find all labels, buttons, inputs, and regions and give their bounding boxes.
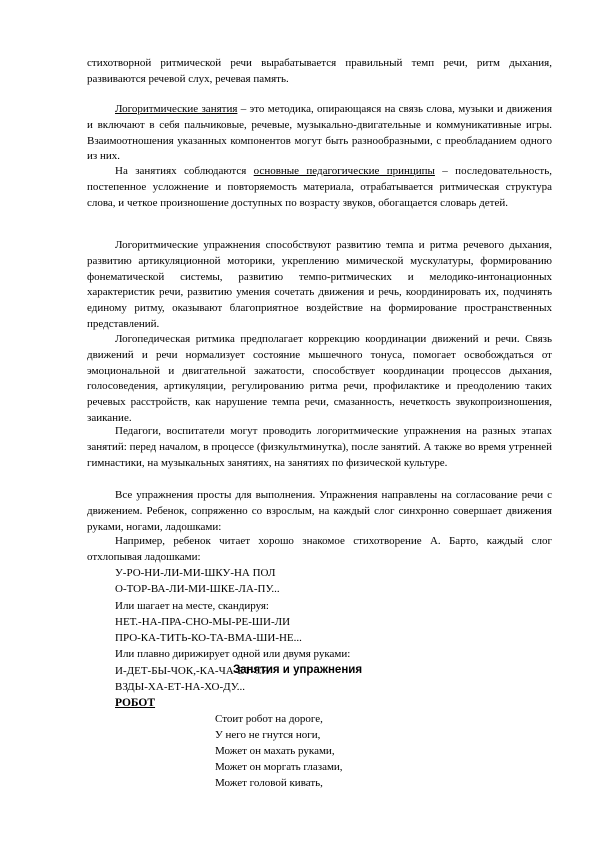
- poem-line: Может головой кивать,: [215, 777, 323, 789]
- poem-lines: [215, 711, 343, 791]
- paragraph-teachers: [87, 424, 552, 471]
- paragraph-principles: [87, 164, 552, 211]
- poem-line: Стоит робот на дороге,: [215, 713, 323, 725]
- paragraph-speech-therapy-rhythm: [87, 332, 552, 427]
- chant-line: НЕТ.-НА-ПРА-СНО-МЫ-РЕ-ШИ-ЛИ: [115, 615, 291, 628]
- chant-line: У-РО-НИ-ЛИ-МИ-ШКУ-НА ПОЛ: [115, 567, 276, 579]
- paragraph-simple-exercises: [87, 488, 552, 535]
- paragraph-example: [87, 534, 552, 566]
- chant-line: ВЗДЫ-ХА-ЕТ-НА-ХО-ДУ...: [115, 681, 246, 694]
- chant-line: О-ТОР-ВА-ЛИ-МИ-ШКЕ-ЛА-ПУ...: [115, 583, 280, 596]
- section-heading: Занятия и упражнения: [232, 664, 363, 676]
- paragraph-text: Педагоги, воспитатели могут проводить логоритмические упражнения на разных этапах занятий: перед началом, в процессе (физкультминутка), после занятий. А также во время утренней гимнастики, на музыкальных занятиях, на занятиях по физической культуре.: [87, 425, 552, 469]
- poem-line: Может он махать руками,: [215, 745, 335, 757]
- paragraph-text: – это методика, опирающаяся на связь слова, музыки и движения и включают в себя пальчиковые, речевые, музыкально-двигательные и коммуникативные игры. Взаимоотношения указанных компонентов могут быть разнообразными, с преобладанием одного из них.: [87, 103, 553, 163]
- term-logorhythmic-classes: Логоритмические занятия: [115, 103, 238, 115]
- paragraph-text: На занятиях соблюдаются: [115, 165, 254, 177]
- paragraph-text: Логопедическая ритмика предполагает коррекцию координации движений и речи. Связь движений и речи нормализует состояние мышечного тонуса, помогает освобождаться от эмоциональной и двигательной зажатости, способствует координации процессов дыхания, голосоведения, артикуляции, регулированию ритма речи, профилактике и преодолению таких речевых расстройств, как нарушение темпа речи, смазанность, нечеткость звукопроизношения, заикание.: [87, 333, 552, 424]
- paragraph-text: – последовательность, постепенное усложнение и повторяемость материала, отрабатывается ритмическая структура слова, и четкое произношение доступных по возрасту звуков, обогащается словарь детей.: [87, 165, 553, 209]
- chant-instruction: Или шагает на месте, скандируя:: [115, 599, 269, 612]
- paragraph-text: Логоритмические упражнения способствуют развитию темпа и ритма речевого дыхания, развитию артикуляционной моторики, укреплению мимической мускулатуры, формированию фонематической системы, развитию темпо-ритмических и мелодико-интонационных характеристик речи, развитию умения сочетать движения и речь, координировать их, подчинять единому ритму, оказывают благоприятное воздействие на формирование пространственных представлений.: [87, 239, 552, 330]
- chant-line: ПРО-КА-ТИТЬ-КО-ТА-ВМА-ШИ-НЕ...: [115, 632, 302, 645]
- paragraph-text: стихотворной ритмической речи вырабатывается правильный темп речи, ритм дыхания, развиваются речевой слух, речевая память.: [87, 57, 552, 85]
- term-pedagogical-principles: основные педагогические принципы: [253, 165, 435, 177]
- paragraph-speech-rhythm: [87, 56, 552, 88]
- chant-line: И-ДЕТ-БЫ-ЧОК,-КА-ЧА-ЕТ-СЯ: [115, 664, 270, 677]
- poem-line: Может он моргать глазами,: [215, 761, 343, 773]
- paragraph-text: Например, ребенок читает хорошо знакомое стихотворение А. Барто, каждый слог отхлопывая ладошками:: [87, 535, 552, 563]
- paragraph-exercises-benefits: [87, 238, 552, 333]
- chant-instruction: Или плавно дирижирует одной или двумя руками:: [115, 648, 351, 661]
- poem-line: У него не гнутся ноги,: [215, 729, 321, 741]
- poem-title: РОБОТ: [115, 697, 156, 709]
- paragraph-text: Все упражнения просты для выполнения. Упражнения направлены на согласование речи с движением. Ребенок, сопряженно со взрослым, на каждый слог синхронно совершает движения руками, ногами, ладошками:: [87, 489, 552, 533]
- paragraph-logorhythmic-classes: [87, 102, 552, 165]
